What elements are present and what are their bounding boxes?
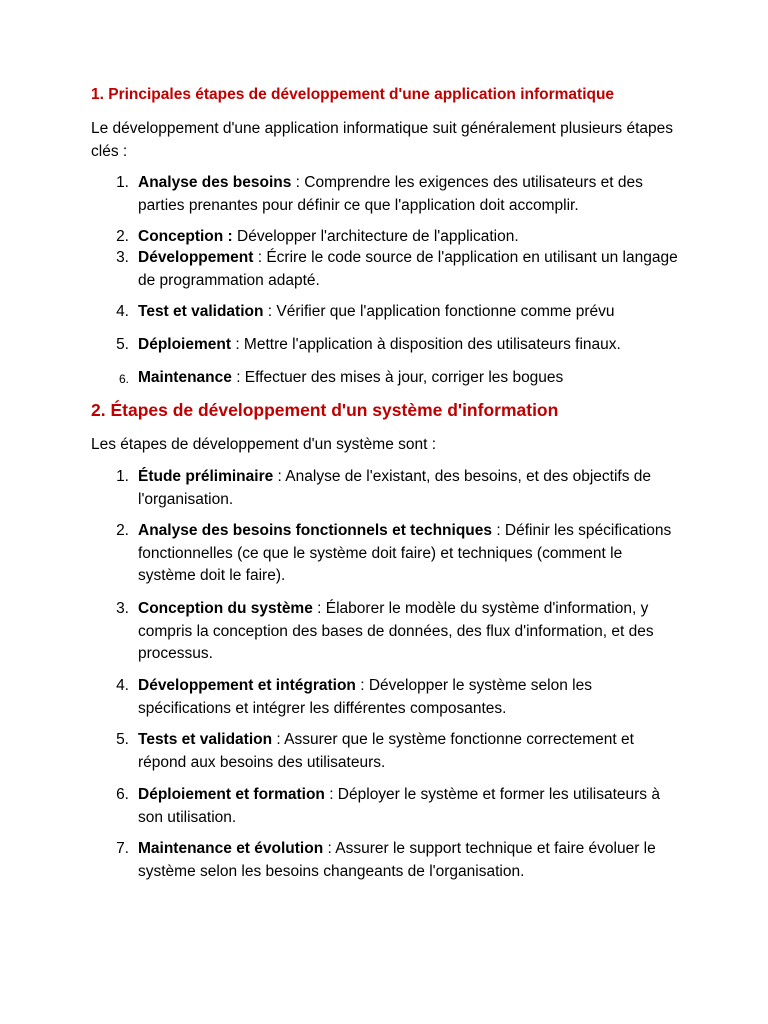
item-term: Analyse des besoins bbox=[138, 174, 292, 191]
list-number: 3. bbox=[116, 249, 129, 266]
item-term: Déploiement et formation bbox=[138, 786, 325, 803]
list-number: 7. bbox=[116, 840, 129, 857]
item-description: : Analyse de l'existant, des besoins, et des objectifs de l'organisation. bbox=[138, 468, 652, 508]
item-term: Développement et intégration bbox=[138, 677, 356, 694]
item-description: : Développer le système selon les spécifications et intégrer les différentes composantes. bbox=[138, 677, 592, 717]
list-number: 5. bbox=[116, 336, 129, 353]
list-number: 3. bbox=[116, 600, 129, 617]
item-term: Conception du système bbox=[138, 600, 313, 617]
item-term: Conception : bbox=[138, 228, 233, 245]
item-description: : Écrire le code source de l'application en utilisant un langage de programmation adapté. bbox=[138, 249, 678, 289]
item-description: Développer l'architecture de l'application. bbox=[232, 228, 519, 245]
item-description: : Comprendre les exigences des utilisateurs et des parties prenantes pour définir ce que l'application doit accomplir. bbox=[138, 174, 643, 214]
list-number: 2. bbox=[116, 522, 129, 539]
list-number: 5. bbox=[116, 731, 129, 748]
item-description: : Élaborer le modèle du système d'information, y compris la conception des bases de données, des flux d'information, et des processus. bbox=[138, 600, 654, 662]
list-number: 6. bbox=[116, 786, 129, 803]
item-description: : Effectuer des mises à jour, corriger les bogues bbox=[231, 369, 564, 386]
list-number: 6. bbox=[118, 372, 129, 386]
section1-intro: Le développement d'une application informatique suit généralement plusieurs étapes clés : bbox=[91, 120, 674, 160]
item-term: Analyse des besoins fonctionnels et techniques bbox=[138, 522, 493, 539]
item-description: : Déployer le système et former les utilisateurs à son utilisation. bbox=[138, 786, 660, 826]
list-number: 1. bbox=[116, 174, 129, 191]
item-term: Maintenance et évolution bbox=[138, 840, 324, 857]
item-term: Déploiement bbox=[138, 336, 232, 353]
item-term: Tests et validation bbox=[138, 731, 273, 748]
item-description: : Assurer le support technique et faire évoluer le système selon les besoins changeants de l'organisation. bbox=[138, 840, 656, 880]
item-term: Développement bbox=[138, 249, 254, 266]
item-description: : Vérifier que l'application fonctionne comme prévu bbox=[263, 303, 615, 320]
list-number: 4. bbox=[116, 677, 129, 694]
item-description: : Mettre l'application à disposition des utilisateurs finaux. bbox=[231, 336, 621, 353]
list-number: 4. bbox=[116, 303, 129, 320]
item-term: Maintenance bbox=[138, 369, 232, 386]
list-number: 1. bbox=[116, 468, 129, 485]
section2-heading: 2. Étapes de développement d'un système d'information bbox=[91, 400, 559, 420]
item-description: : Définir les spécifications fonctionnelles (ce que le système doit faire) et techniques (comment le système doit le faire). bbox=[138, 522, 672, 584]
item-term: Test et validation bbox=[138, 303, 264, 320]
item-description: : Assurer que le système fonctionne correctement et répond aux besoins des utilisateurs. bbox=[138, 731, 634, 771]
item-term: Étude préliminaire bbox=[138, 468, 274, 485]
section1-heading: 1. Principales étapes de développement d'une application informatique bbox=[91, 86, 615, 103]
section2-intro: Les étapes de développement d'un système sont : bbox=[91, 436, 437, 453]
list-number: 2. bbox=[116, 228, 129, 245]
